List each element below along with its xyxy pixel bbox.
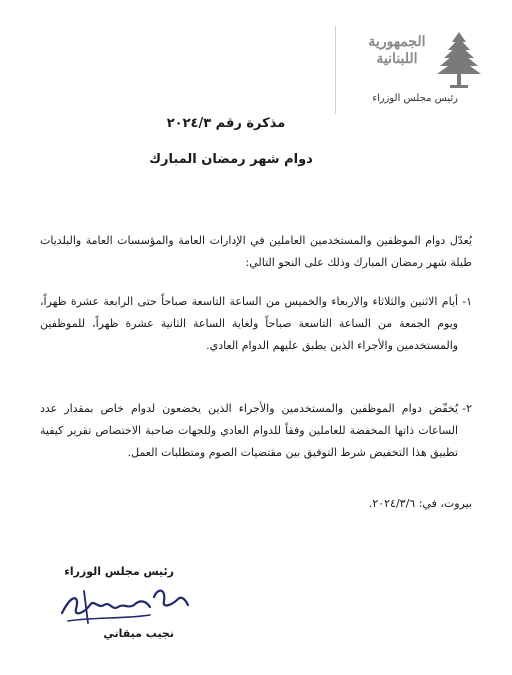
memo-subject: دوام شهر رمضان المبارك xyxy=(149,152,313,167)
letterhead xyxy=(335,26,486,114)
cedar-tree-icon xyxy=(436,30,482,90)
signer-name: نجيب ميقاتي xyxy=(103,627,174,640)
handwritten-signature xyxy=(54,583,194,627)
office-name: رئيس مجلس الوزراء xyxy=(372,93,458,104)
list-item-number: ٢- xyxy=(462,402,472,415)
list-item-number: ١- xyxy=(462,295,472,308)
signer-title: رئيس مجلس الوزراء xyxy=(64,565,174,578)
seal-line-1: الجمهورية xyxy=(368,34,426,50)
date-line: بيروت، في: ٢٠٢٤/٣/٦. xyxy=(368,497,472,510)
seal-line-2: اللبنانية xyxy=(376,51,418,67)
list-item-text: يُخفّض دوام الموظفين والمستخدمين والأجراء الذين يخضعون لدوام خاص بمقدار عدد الساعات ذاتها المخفضة للعاملين وفقاً للدوام العادي وللجهات صاحبة الاختصاص تقرير كيفية تطبيق هذا التخفيض شرط التوفيق بين مقتضيات الصوم ومتطلبات العمل. xyxy=(40,402,459,459)
signature-block xyxy=(54,565,194,665)
list-item-text: أيام الاثنين والثلاثاء والاربعاء والخميس من الساعة التاسعة صباحاً حتى الرابعة عشرة ظهراً، ويوم الجمعة من الساعة التاسعة صباحاً ولغاية الساعة الثانية عشرة ظهراً، للموظفين والمستخدمين والأجراء الذين يطبق عليهم الدوام العادي. xyxy=(40,295,459,352)
republic-seal-text xyxy=(362,34,432,68)
intro-paragraph: يُعدّل دوام الموظفين والمستخدمين العاملين في الإدارات العامة والمؤسسات العامة والبلديات طيلة شهر رمضان المبارك وذلك على النحو التالي: xyxy=(40,234,472,269)
memo-number: مذكرة رقم ٢٠٢٤/٣ xyxy=(166,116,286,131)
list-item xyxy=(40,398,472,464)
list-item xyxy=(40,291,472,357)
